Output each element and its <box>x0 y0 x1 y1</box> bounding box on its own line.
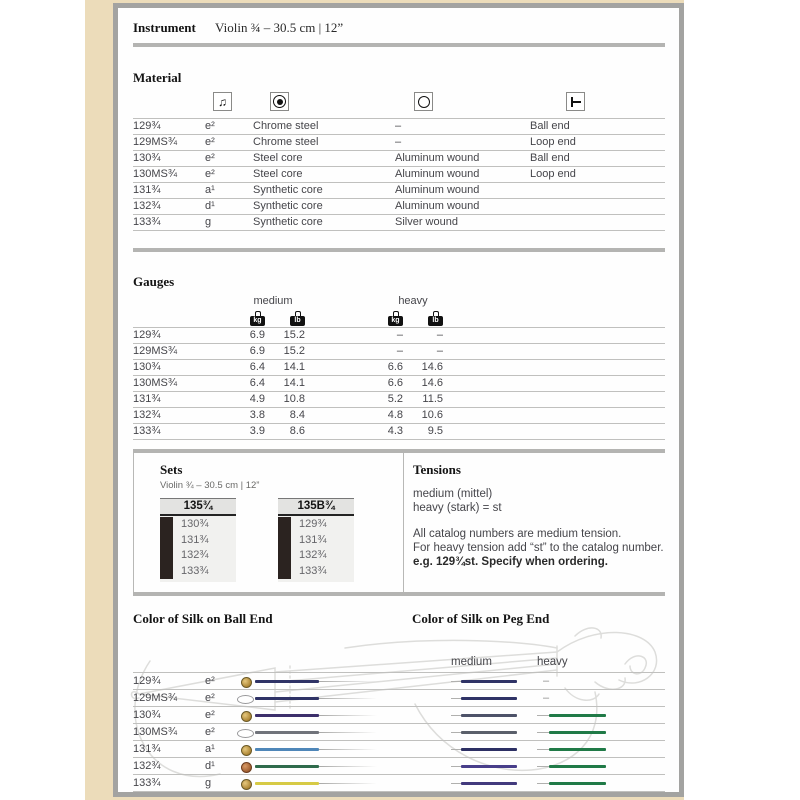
winding-material: Aluminum wound <box>395 152 480 164</box>
note-name: g <box>205 216 212 228</box>
set-item: 133¾ <box>299 564 327 577</box>
core-icon <box>270 92 289 111</box>
medium-kg-value: 6.4 <box>249 361 265 373</box>
peg-silk-heavy <box>549 714 606 717</box>
peg-silk-heavy <box>549 731 606 734</box>
silk-ball-title: Color of Silk on Ball End <box>133 611 273 626</box>
ball-end-icon <box>241 711 252 722</box>
gauges-table <box>133 327 665 440</box>
medium-lb-value: 10.8 <box>283 393 305 405</box>
tensions-note-2: For heavy tension add “st” to the catalog number. <box>413 542 664 554</box>
catalog-number: 129MS¾ <box>133 136 178 148</box>
medium-lb-value: 14.1 <box>283 361 305 373</box>
set-item: 132¾ <box>181 549 209 561</box>
tensions-note-3: e.g. 129¾st. Specify when ordering. <box>413 556 608 568</box>
heavy-lb-value: 14.6 <box>421 377 443 389</box>
section-rule <box>133 248 665 252</box>
heavy-lb-value: 10.6 <box>421 409 443 421</box>
no-heavy-dash: – <box>543 675 550 687</box>
silk-row <box>133 706 665 723</box>
silk-peg-title: Color of Silk on Peg End <box>412 611 550 626</box>
material-row <box>133 118 665 134</box>
catalog-number: 131¾ <box>133 393 161 405</box>
peg-silk-medium <box>461 731 517 734</box>
silk-medium-label: medium <box>451 656 492 668</box>
medium-kg-value: 6.4 <box>249 377 265 389</box>
heavy-lb-value: 14.6 <box>421 361 443 373</box>
gauges-row <box>133 375 665 391</box>
kg-weight-icon: kg <box>250 311 265 326</box>
catalog-number: 130MS¾ <box>133 726 178 738</box>
winding-material: Aluminum wound <box>395 200 480 212</box>
ball-silk-color <box>255 714 319 717</box>
silk-row <box>133 740 665 757</box>
note-name: e² <box>205 168 215 180</box>
tensions-title: Tensions <box>413 462 461 477</box>
gauges-row <box>133 407 665 423</box>
section-rule <box>133 43 665 47</box>
note-name: e² <box>205 120 215 132</box>
heavy-lb-value: – <box>436 345 443 357</box>
silk-row <box>133 689 665 706</box>
winding-icon <box>414 92 433 111</box>
note-name: e² <box>205 675 215 687</box>
gauges-medium-label: medium <box>253 295 293 307</box>
note-icon: ♫ <box>213 92 232 111</box>
tensions-note-1: All catalog numbers are medium tension. <box>413 528 622 540</box>
gauges-heavy-label: heavy <box>398 295 428 307</box>
sets-title: Sets <box>160 462 183 477</box>
core-material: Chrome steel <box>253 136 319 148</box>
core-material: Steel core <box>253 152 303 164</box>
note-name: a¹ <box>205 184 215 196</box>
string-tail <box>319 715 377 716</box>
silk-row <box>133 672 665 689</box>
tensions-heavy-line: heavy (stark) = st <box>413 502 502 514</box>
string-tail <box>319 698 377 699</box>
silk-heavy-label: heavy <box>537 656 568 668</box>
ball-end-icon <box>241 779 252 790</box>
gauges-row <box>133 359 665 375</box>
loop-end-icon <box>237 729 254 738</box>
set-item: 133¾ <box>181 564 209 577</box>
core-material: Chrome steel <box>253 120 319 132</box>
set-name: 135¾ <box>160 498 236 516</box>
ball-end-icon <box>241 677 252 688</box>
ball-silk-color <box>255 680 319 683</box>
page-content <box>133 8 665 792</box>
loop-end-icon <box>237 695 254 704</box>
heavy-kg-value: 6.6 <box>387 361 403 373</box>
table-bottom-rule <box>133 230 665 231</box>
catalog-number: 129¾ <box>133 120 161 132</box>
note-name: e² <box>205 709 215 721</box>
winding-material: Aluminum wound <box>395 184 480 196</box>
peg-silk-heavy <box>549 765 606 768</box>
catalog-number: 130¾ <box>133 361 161 373</box>
sets-subtitle: Violin ¾ – 30.5 cm | 12” <box>160 480 260 491</box>
end-type: Ball end <box>530 152 570 164</box>
note-name: a¹ <box>205 743 215 755</box>
kg-weight-icon: kg <box>388 311 403 326</box>
set-color-bar <box>278 517 291 579</box>
heavy-kg-value: – <box>396 345 403 357</box>
peg-silk-medium <box>461 714 517 717</box>
note-name: e² <box>205 136 215 148</box>
set-items <box>160 516 236 582</box>
note-name: e² <box>205 692 215 704</box>
note-name: e² <box>205 152 215 164</box>
heavy-kg-value: – <box>396 329 403 341</box>
panel-divider <box>403 453 404 592</box>
panel-border <box>133 453 134 592</box>
medium-kg-value: 6.9 <box>249 329 265 341</box>
medium-lb-value: 8.6 <box>289 425 305 437</box>
ball-silk-color <box>255 765 319 768</box>
table-bottom-rule <box>133 791 665 792</box>
winding-material: – <box>395 120 402 132</box>
instrument-value: Violin ¾ – 30.5 cm | 12” <box>215 20 344 35</box>
catalog-number: 131¾ <box>133 184 161 196</box>
silk-row <box>133 774 665 791</box>
no-heavy-dash: – <box>543 692 550 704</box>
heavy-kg-value: 4.3 <box>387 425 403 437</box>
gauges-row <box>133 343 665 359</box>
ball-silk-color <box>255 731 319 734</box>
table-bottom-rule <box>133 439 665 440</box>
ball-silk-color <box>255 748 319 751</box>
gauges-row <box>133 327 665 343</box>
section-rule <box>133 592 665 596</box>
heavy-kg-value: 5.2 <box>387 393 403 405</box>
string-tail <box>319 681 377 682</box>
string-tail <box>319 749 377 750</box>
material-row <box>133 134 665 150</box>
winding-material: – <box>395 136 402 148</box>
catalog-number: 131¾ <box>133 743 161 755</box>
silk-color-table <box>133 672 665 792</box>
peg-silk-heavy <box>549 748 606 751</box>
material-title: Material <box>133 70 182 85</box>
medium-lb-value: 14.1 <box>283 377 305 389</box>
peg-silk-medium <box>461 765 517 768</box>
heavy-kg-value: 4.8 <box>387 409 403 421</box>
catalog-number: 130¾ <box>133 152 161 164</box>
ball-silk-color <box>255 782 319 785</box>
set-item: 132¾ <box>299 549 327 561</box>
set-box-135B <box>278 498 354 582</box>
core-material: Synthetic core <box>253 184 323 196</box>
section-rule <box>133 449 665 453</box>
ball-end-icon <box>241 762 252 773</box>
material-row <box>133 182 665 198</box>
set-box-135 <box>160 498 236 582</box>
winding-material: Aluminum wound <box>395 168 480 180</box>
catalog-number: 132¾ <box>133 200 161 212</box>
silk-row <box>133 723 665 740</box>
medium-kg-value: 3.9 <box>249 425 265 437</box>
note-name: g <box>205 777 212 789</box>
catalog-number: 133¾ <box>133 425 161 437</box>
catalog-number: 130MS¾ <box>133 377 178 389</box>
material-row <box>133 198 665 214</box>
string-tail <box>319 732 377 733</box>
gauges-row <box>133 391 665 407</box>
medium-kg-value: 3.8 <box>249 409 265 421</box>
note-name: d¹ <box>205 200 215 212</box>
medium-lb-value: 8.4 <box>289 409 305 421</box>
catalog-number: 132¾ <box>133 760 161 772</box>
set-item: 131¾ <box>181 533 209 546</box>
catalog-number: 129¾ <box>133 675 161 687</box>
peg-silk-medium <box>461 680 517 683</box>
note-name: e² <box>205 726 215 738</box>
string-tail <box>319 766 377 767</box>
material-row <box>133 214 665 230</box>
note-name: d¹ <box>205 760 215 772</box>
catalog-page <box>113 3 684 797</box>
tensions-medium-line: medium (mittel) <box>413 488 493 500</box>
catalog-number: 130MS¾ <box>133 168 178 180</box>
string-end-icon <box>566 92 585 111</box>
peg-silk-heavy <box>549 782 606 785</box>
peg-silk-medium <box>461 782 517 785</box>
set-item: 129¾ <box>299 518 327 530</box>
end-type: Loop end <box>530 136 576 148</box>
end-type: Loop end <box>530 168 576 180</box>
set-name: 135B¾ <box>278 498 354 516</box>
end-type: Ball end <box>530 120 570 132</box>
medium-lb-value: 15.2 <box>283 329 305 341</box>
material-table <box>133 118 665 231</box>
heavy-lb-value: 9.5 <box>427 425 443 437</box>
ball-silk-color <box>255 697 319 700</box>
set-item: 130¾ <box>181 518 209 530</box>
core-material: Synthetic core <box>253 216 323 228</box>
set-color-bar <box>160 517 173 579</box>
winding-material: Silver wound <box>395 216 458 228</box>
catalog-number: 129MS¾ <box>133 345 178 357</box>
catalog-photo <box>85 0 684 800</box>
core-material: Steel core <box>253 168 303 180</box>
catalog-number: 130¾ <box>133 709 161 721</box>
set-items <box>278 516 354 582</box>
heavy-kg-value: 6.6 <box>387 377 403 389</box>
gauges-title: Gauges <box>133 274 175 289</box>
catalog-number: 132¾ <box>133 409 161 421</box>
medium-kg-value: 4.9 <box>249 393 265 405</box>
lb-weight-icon: lb <box>290 311 305 326</box>
material-row <box>133 166 665 182</box>
catalog-number: 129MS¾ <box>133 692 178 704</box>
gauges-row <box>133 423 665 439</box>
silk-row <box>133 757 665 774</box>
medium-kg-value: 6.9 <box>249 345 265 357</box>
ball-end-icon <box>241 745 252 756</box>
catalog-number: 133¾ <box>133 777 161 789</box>
heavy-lb-value: 11.5 <box>422 393 443 405</box>
instrument-label: Instrument <box>133 20 196 35</box>
catalog-number: 129¾ <box>133 329 161 341</box>
heavy-lb-value: – <box>436 329 443 341</box>
peg-silk-medium <box>461 697 517 700</box>
catalog-number: 133¾ <box>133 216 161 228</box>
medium-lb-value: 15.2 <box>283 345 305 357</box>
core-material: Synthetic core <box>253 200 323 212</box>
peg-silk-medium <box>461 748 517 751</box>
string-tail <box>319 783 377 784</box>
lb-weight-icon: lb <box>428 311 443 326</box>
material-row <box>133 150 665 166</box>
set-item: 131¾ <box>299 533 327 546</box>
